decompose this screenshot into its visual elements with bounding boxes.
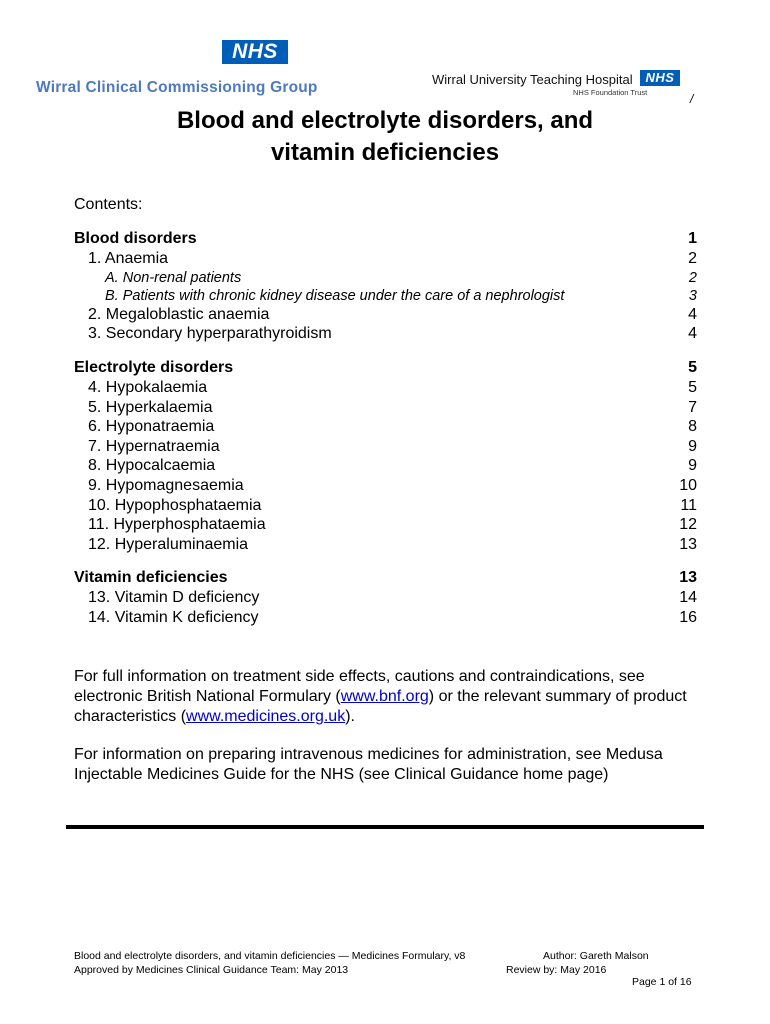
medicines-link[interactable]: www.medicines.org.uk (186, 708, 346, 725)
toc-page: 9 (688, 457, 697, 474)
toc-item-hyperphosphataemia[interactable] (74, 515, 697, 535)
toc-section-vitamin-deficiencies[interactable] (74, 568, 697, 588)
toc-label: 4. Hypokalaemia (88, 379, 208, 396)
title-line-1: Blood and electrolyte disorders, and (176, 107, 594, 134)
info-paragraph-bnf (74, 667, 714, 727)
toc-page: 7 (688, 399, 697, 416)
toc-item-anaemia[interactable] (74, 249, 697, 269)
toc-page: 1 (688, 230, 697, 247)
toc-label: 10. Hypophosphataemia (88, 497, 262, 514)
toc-item-megaloblastic-anaemia[interactable] (74, 305, 697, 325)
toc-label: 1. Anaemia (88, 250, 169, 267)
toc-item-hyponatraemia[interactable] (74, 417, 697, 437)
contents-heading: Contents: (74, 196, 143, 213)
toc-page: 13 (679, 536, 697, 553)
hospital-nhs-logo: NHS (640, 70, 680, 86)
toc-label: 14. Vitamin K deficiency (88, 609, 259, 626)
toc-label: Vitamin deficiencies (74, 569, 228, 586)
toc-page: 16 (679, 609, 697, 626)
toc-page: 14 (679, 589, 697, 606)
nhs-logo: NHS (222, 40, 288, 64)
toc-label: 13. Vitamin D deficiency (88, 589, 260, 606)
toc-page: 12 (679, 516, 697, 533)
footer-author: Author: Gareth Malson (543, 950, 649, 962)
toc-item-hypomagnesaemia[interactable] (74, 476, 697, 496)
toc-label: Blood disorders (74, 230, 197, 247)
divider (66, 825, 704, 829)
toc-label: 8. Hypocalcaemia (88, 457, 216, 474)
toc-label: 3. Secondary hyperparathyroidism (88, 325, 332, 342)
toc-subitem-non-renal[interactable] (74, 268, 697, 288)
toc-page: 5 (688, 359, 697, 376)
toc-page: 9 (688, 438, 697, 455)
hospital-name: Wirral University Teaching Hospital (432, 72, 633, 87)
info-text: ) or the relevant summary of product characteristics ( (74, 688, 687, 725)
toc-page: 2 (688, 250, 697, 267)
info-text: For full information on treatment side effects, cautions and contraindications, see electronic British National Formulary ( (74, 668, 645, 705)
toc-item-hyperkalaemia[interactable] (74, 398, 697, 418)
trust-name: NHS Foundation Trust (573, 88, 648, 97)
toc-page: 8 (688, 418, 697, 435)
toc-item-hypophosphataemia[interactable] (74, 496, 697, 516)
toc-page: 3 (688, 288, 697, 304)
toc-page: 11 (680, 497, 697, 514)
toc-page: 13 (679, 569, 697, 586)
toc-label: 9. Hypomagnesaemia (88, 477, 244, 494)
toc-label: 6. Hyponatraemia (88, 418, 215, 435)
toc-item-vitamin-d[interactable] (74, 588, 697, 608)
toc-page: 4 (688, 325, 697, 342)
toc-label: 7. Hypernatraemia (88, 438, 220, 455)
toc-section-electrolyte-disorders[interactable] (74, 358, 697, 378)
ccg-name: Wirral Clinical Commissioning Group (36, 79, 318, 96)
corner-mark: / (690, 92, 694, 106)
toc-item-hypernatraemia[interactable] (74, 437, 697, 457)
title-line-2: vitamin deficiencies (270, 139, 500, 166)
footer-document: Blood and electrolyte disorders, and vitamin deficiencies — Medicines Formulary, v8 (74, 950, 466, 962)
toc-page: 5 (688, 379, 697, 396)
toc-label: 12. Hyperaluminaemia (88, 536, 249, 553)
toc-item-vitamin-k[interactable] (74, 608, 697, 628)
toc-label: B. Patients with chronic kidney disease under the care of a nephrologist (105, 288, 565, 304)
footer-page-number: Page 1 of 16 (632, 976, 692, 988)
bnf-link[interactable]: www.bnf.org (340, 688, 429, 705)
toc-label: Electrolyte disorders (74, 359, 234, 376)
toc-label: 5. Hyperkalaemia (88, 399, 213, 416)
toc-item-hypokalaemia[interactable] (74, 378, 697, 398)
toc-label: 2. Megaloblastic anaemia (88, 306, 270, 323)
toc-item-hypocalcaemia[interactable] (74, 456, 697, 476)
footer-review: Review by: May 2016 (506, 964, 607, 976)
toc-page: 2 (688, 270, 697, 286)
toc-page: 10 (679, 477, 697, 494)
toc-item-secondary-hyperparathyroidism[interactable] (74, 324, 697, 344)
toc-label: 11. Hyperphosphataemia (88, 516, 266, 533)
document-title (110, 105, 660, 169)
toc-subitem-ckd[interactable] (74, 286, 697, 306)
toc-page: 4 (688, 306, 697, 323)
footer-approved: Approved by Medicines Clinical Guidance Team: May 2013 (74, 964, 349, 976)
info-paragraph-medusa: For information on preparing intravenous medicines for administration, see Medusa Injectable Medicines Guide for the NHS (see Clinical Guidance home page) (74, 746, 663, 783)
toc-label: A. Non-renal patients (105, 270, 242, 286)
toc-item-hyperaluminaemia[interactable] (74, 535, 697, 555)
info-text: ). (345, 708, 355, 725)
toc-section-blood-disorders[interactable] (74, 229, 697, 249)
